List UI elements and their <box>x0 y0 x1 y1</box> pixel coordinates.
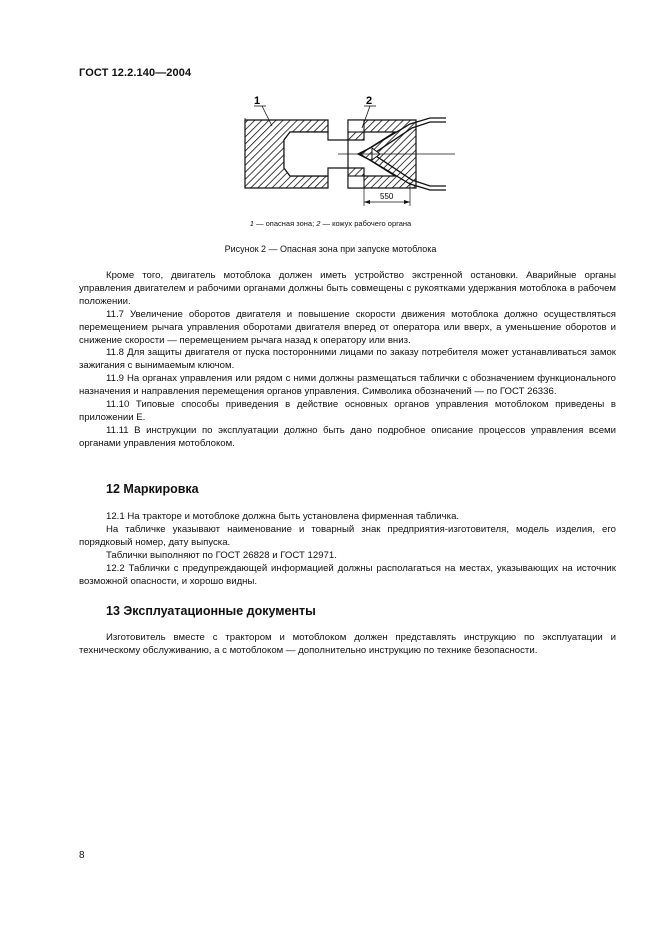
paragraph: Кроме того, двигатель мотоблока должен иметь устройство экстренной остановки. Аварийные органы управления двигателем и рабочими органами должны быть совмещены с рукоятками удержания мотоблока в рабочем положении. <box>79 270 616 307</box>
figure-legend <box>0 219 661 228</box>
paragraph: 11.11 В инструкции по эксплуатации должно быть дано подробное описание процессов управления всеми органами управления мотоблоком. <box>79 424 616 449</box>
section-12-body <box>79 511 616 588</box>
paragraph: 11.9 На органах управления или рядом с ними должны размещаться таблички с обозначением функционального назначения и направления перемещения органов управления. Символика обозначений — по ГОСТ 26336. <box>79 373 616 398</box>
document-header: ГОСТ 12.2.140—2004 <box>79 67 192 79</box>
legend-text-2: — кожух рабочего органа <box>320 219 412 228</box>
paragraph: На табличке указывают наименование и товарный знак предприятия-изготовителя, модель изделия, его порядковый номер, дату выпуска. <box>79 523 616 548</box>
paragraph: 11.7 Увеличение оборотов двигателя и повышение скорости движения мотоблока должно осуществляться перемещением рычага управления оборотами двигателя вперед от оператора или вверх, а уменьшение оборотов и снижение скорости — перемещением рычага назад к оператору или вниз. <box>79 308 616 346</box>
dimension-arrow-left <box>364 200 370 204</box>
section-13-title: 13 Эксплуатационные документы <box>106 604 316 618</box>
paragraph: 12.1 На тракторе и мотоблоке должна быть установлена фирменная табличка. <box>106 511 460 522</box>
paragraph: Изготовитель вместе с трактором и мотоблоком должен представлять инструкцию по эксплуатации и техническому обслуживанию, а с мотоблоком — дополнительно инструкцию по технике безопасности. <box>79 632 616 656</box>
legend-num-1: 1 <box>249 219 254 228</box>
gap-block-bottom <box>348 176 364 188</box>
dimension-value: 550 <box>380 192 394 201</box>
paragraph: 11.10 Типовые способы приведения в действие основных органов управления мотоблоком приведены в приложении Е. <box>79 399 616 423</box>
section-13-body <box>79 632 616 658</box>
paragraph: 12.2 Таблички с предупреждающей информацией должны располагаться на местах, указывающих на источник возможной опасности, и хорошо видны. <box>79 562 616 587</box>
gap-block-top <box>348 120 364 132</box>
legend-text-1: — опасная зона; <box>253 219 317 228</box>
paragraph: Таблички выполняют по ГОСТ 26828 и ГОСТ 12971. <box>106 549 337 561</box>
section-12-title: 12 Маркировка <box>106 482 199 496</box>
callout-2-label: 2 <box>366 95 373 107</box>
dimension-arrow-right <box>404 200 410 204</box>
paragraph: 11.8 Для защиты двигателя от пуска посторонними лицами по заказу потребителя может устанавливаться замок зажигания с вынимаемым ключом. <box>79 347 616 372</box>
figure-caption: Рисунок 2 — Опасная зона при запуске мотоблока <box>224 244 437 254</box>
legend-num-2: 2 <box>316 219 321 228</box>
callout-1-label: 1 <box>254 95 261 107</box>
page-number: 8 <box>79 850 85 861</box>
section-11-body <box>79 270 616 451</box>
hazard-zone-figure <box>240 92 460 212</box>
